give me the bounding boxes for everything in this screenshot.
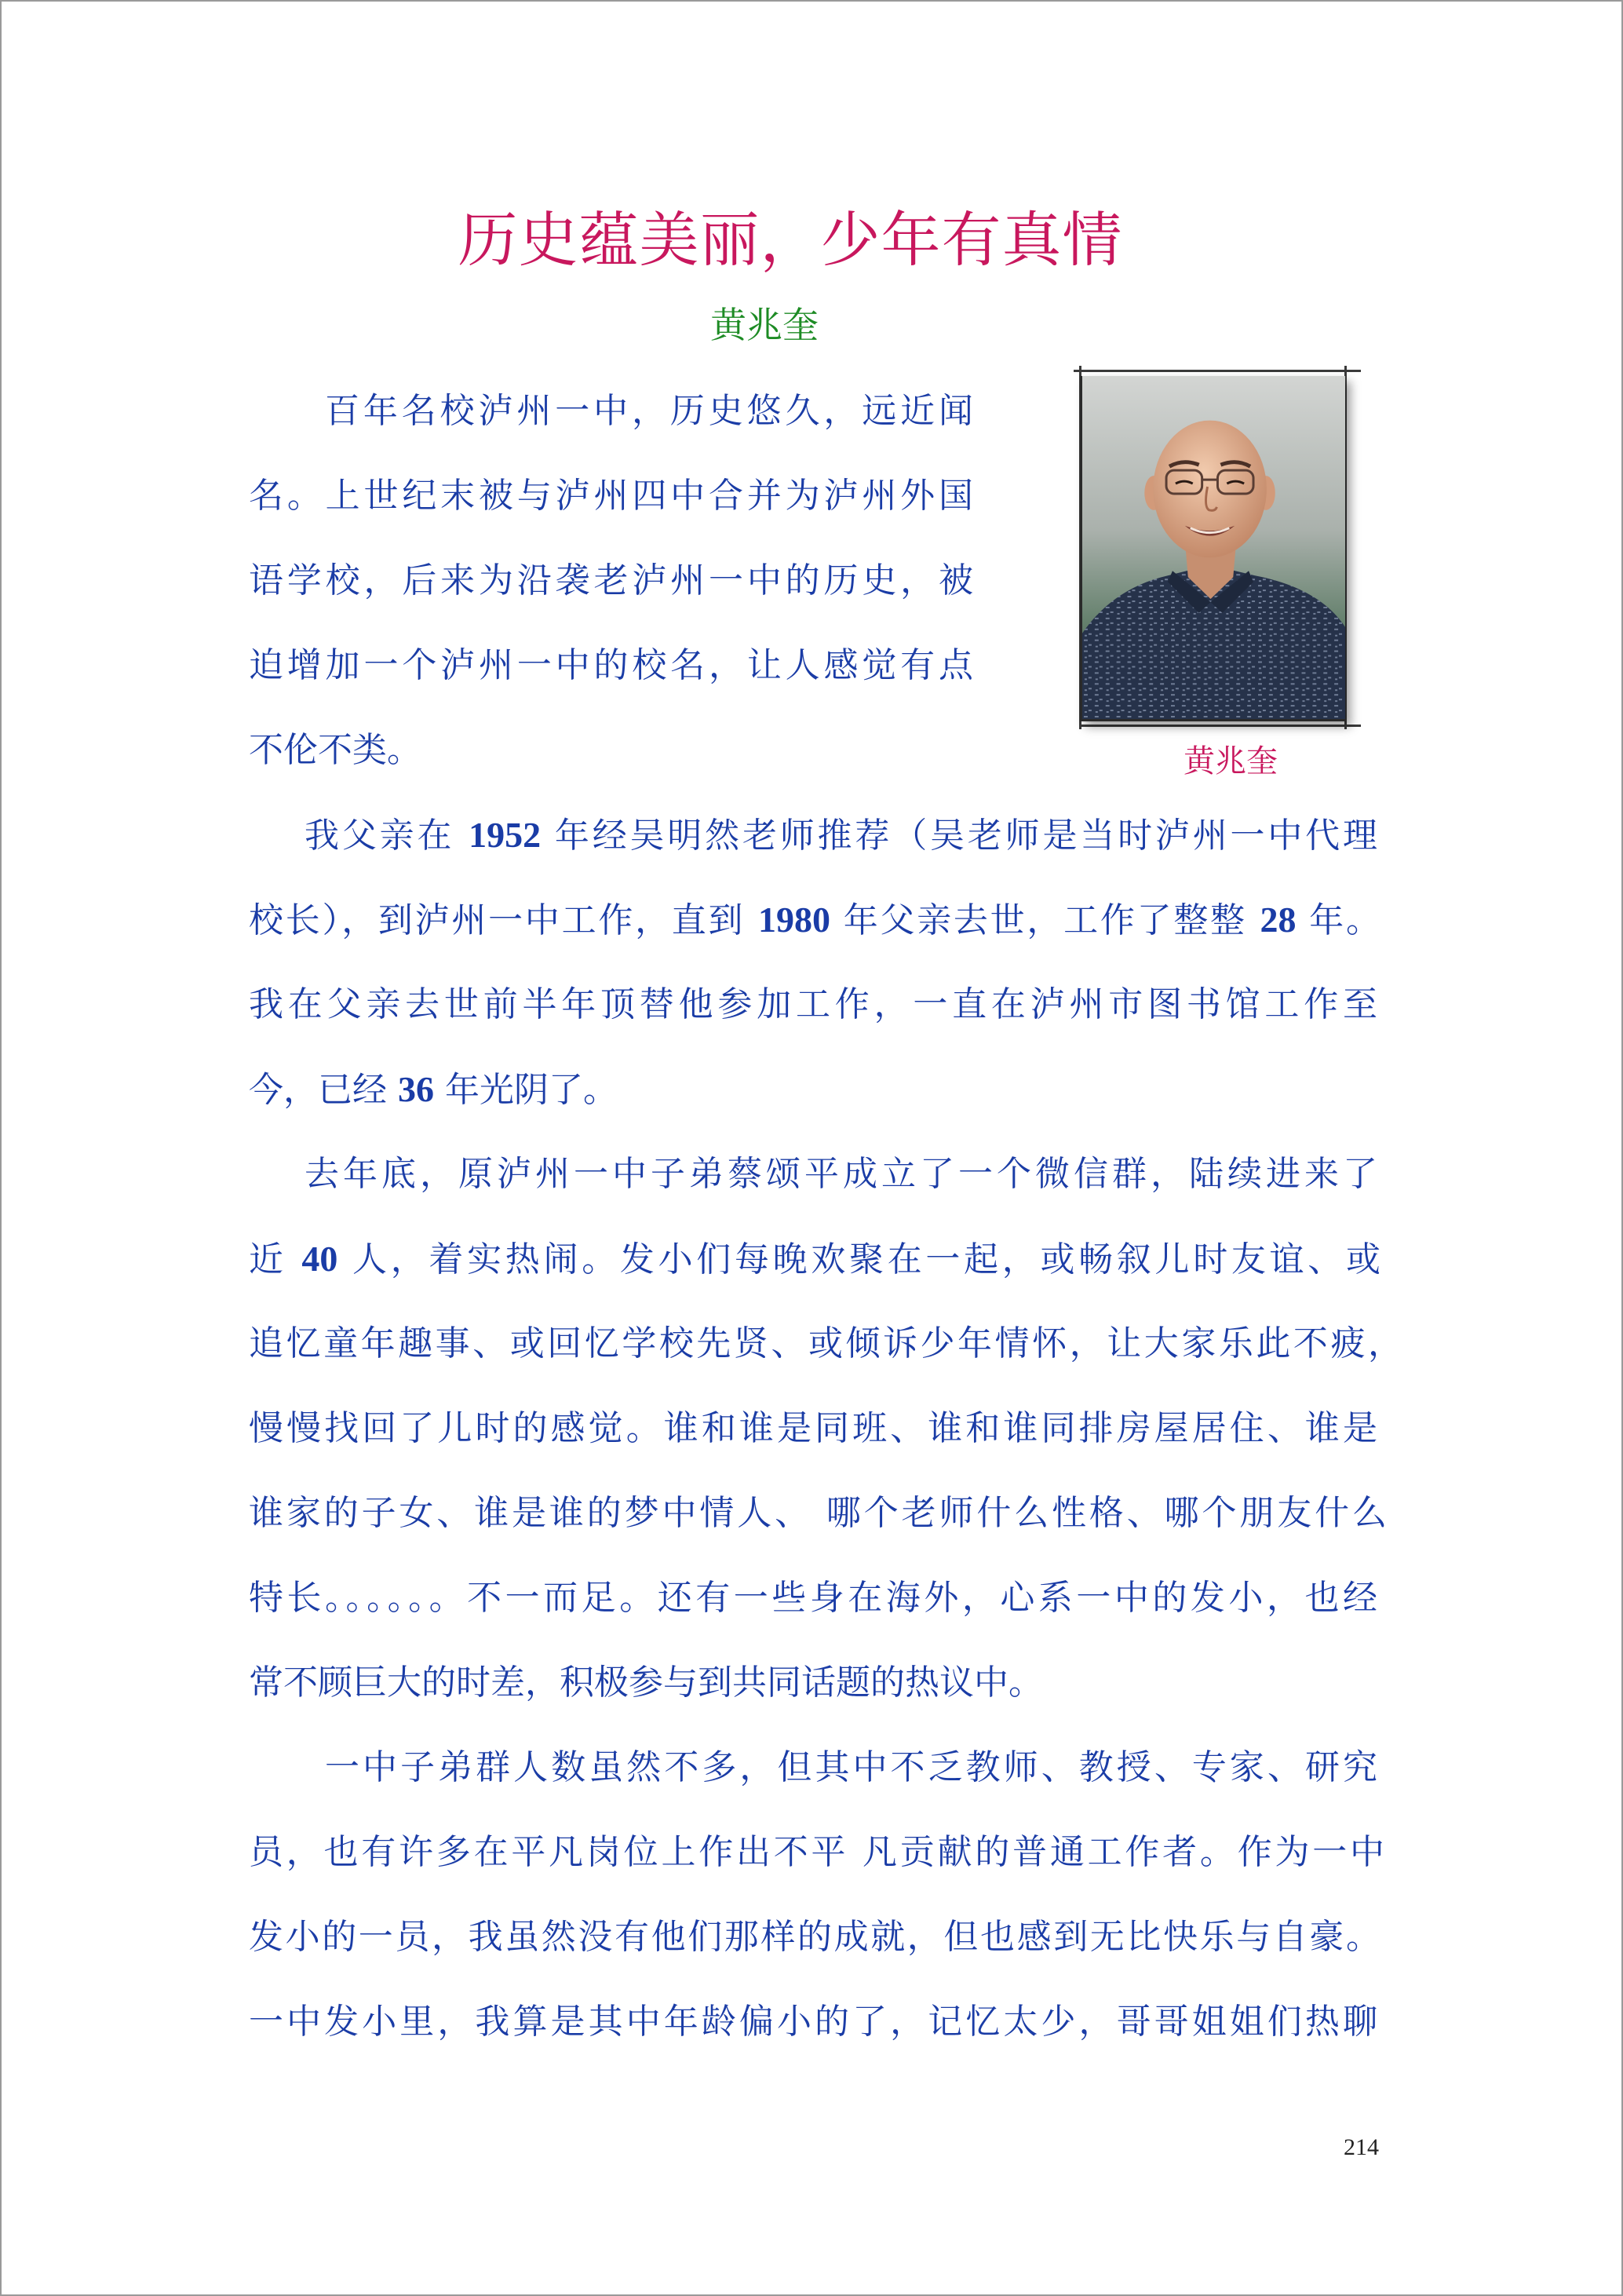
body-line: 我父亲在 1952 年经吴明然老师推荐（吴老师是当时泸州一中代理 xyxy=(305,815,1378,856)
body-line: 校长），到泸州一中工作，直到 1980 年父亲去世，工作了整整 28 年。 xyxy=(249,900,1380,940)
body-line: 慢慢找回了儿时的感觉。谁和谁是同班、谁和谁同排房屋居住、谁是 xyxy=(249,1408,1377,1448)
body-line: 发小的一员，我虽然没有他们那样的成就，但也感到无比快乐与自豪。 xyxy=(249,1917,1380,1957)
body-line: 常不顾巨大的时差，积极参与到共同话题的热议中。 xyxy=(249,1663,1043,1703)
body-line: 我在父亲去世前半年顶替他参加工作，一直在泸州市图书馆工作至 xyxy=(249,984,1377,1024)
body-line: 语学校，后来为沿袭老泸州一中的历史，被 xyxy=(249,560,973,600)
body-line: 去年底，原泸州一中子弟蔡颂平成立了一个微信群，陆续进来了 xyxy=(305,1154,1377,1194)
page-number: 214 xyxy=(1344,2134,1379,2160)
body-line: 名。上世纪末被与泸州四中合并为泸州外国 xyxy=(249,476,973,516)
article-title: 历史蕴美丽，少年有真情 xyxy=(458,205,1123,275)
body-line: 不伦不类。 xyxy=(249,730,421,770)
body-line: 一中发小里，我算是其中年龄偏小的了，记忆太少，哥哥姐姐们热聊 xyxy=(249,2002,1377,2042)
author-name: 黄兆奎 xyxy=(710,304,819,346)
photo-caption: 黄兆奎 xyxy=(1184,743,1278,779)
body-line: 特长。。。。。。不一而足。还有一些身在海外，心系一中的发小，也经 xyxy=(249,1578,1377,1618)
body-line: 近 40 人，着实热闹。发小们每晚欢聚在一起，或畅叙儿时友谊、或 xyxy=(249,1239,1380,1279)
body-line: 谁家的子女、谁是谁的梦中情人、 哪个老师什么性格、哪个朋友什么 xyxy=(249,1493,1387,1533)
body-line: 今，已经 36 年光阴了。 xyxy=(249,1069,618,1110)
number-text: 1952 xyxy=(469,815,542,855)
body-line: 迫增加一个泸州一中的校名，让人感觉有点 xyxy=(249,645,973,685)
article-body xyxy=(249,369,1402,2064)
body-line: 百年名校泸州一中，历史悠久，远近闻 xyxy=(325,391,973,431)
number-text: 40 xyxy=(301,1239,338,1279)
number-text: 28 xyxy=(1260,900,1297,940)
number-text: 1980 xyxy=(758,900,830,940)
body-line: 一中子弟群人数虽然不多，但其中不乏教师、教授、专家、研究 xyxy=(325,1747,1377,1787)
body-line: 追忆童年趣事、或回忆学校先贤、或倾诉少年情怀，让大家乐此不疲， xyxy=(249,1323,1402,1363)
body-line: 员，也有许多在平凡岗位上作出不平 凡贡献的普通工作者。作为一中 xyxy=(249,1832,1384,1872)
number-text: 36 xyxy=(398,1069,434,1109)
